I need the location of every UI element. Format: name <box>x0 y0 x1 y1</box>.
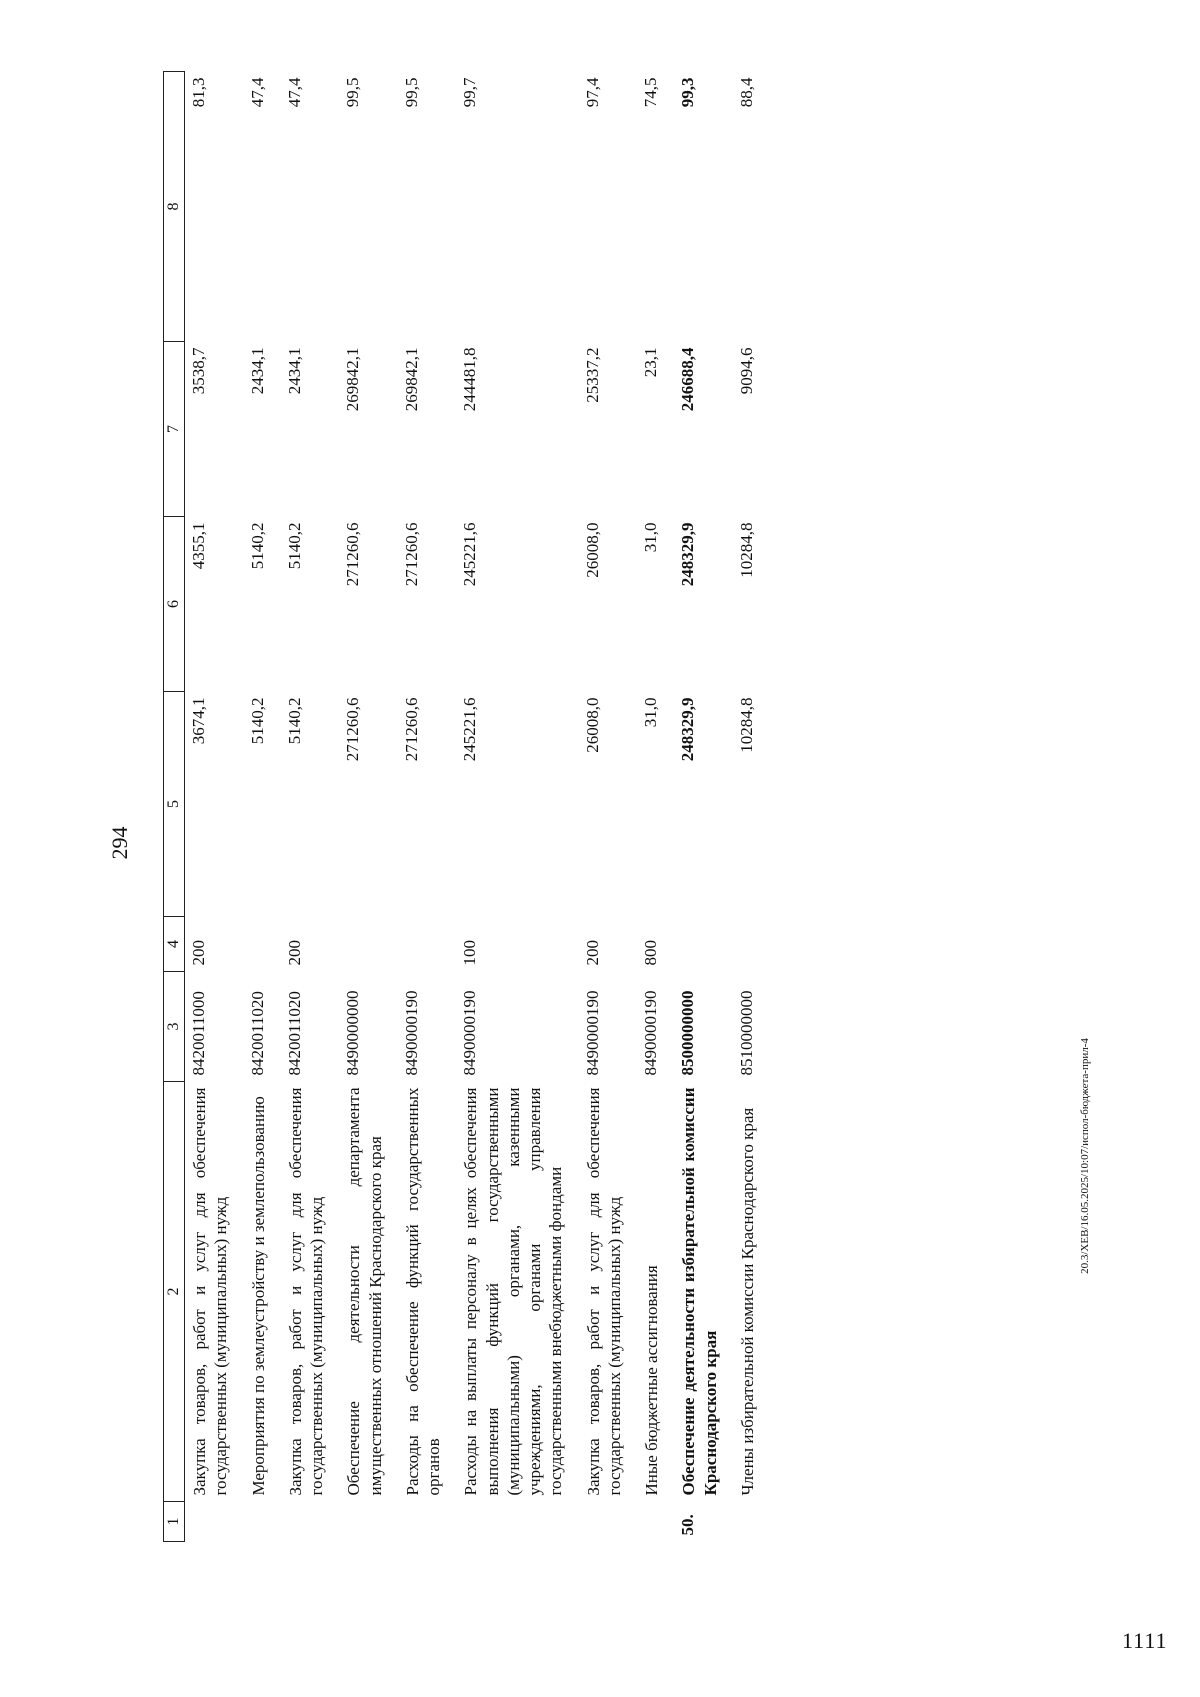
table-row <box>448 72 570 1542</box>
row-value-5: 3674,1 <box>189 697 208 745</box>
table-header-row <box>164 72 185 1542</box>
row-value-7: 3538,7 <box>189 347 208 395</box>
row-value-5: 245221,6 <box>460 697 480 762</box>
row-name: Члены избирательной комиссии Краснодарского края <box>737 1107 757 1496</box>
row-expense-type: 200 <box>582 940 602 966</box>
sheet-number: 1111 <box>1122 1628 1168 1653</box>
row-code: 8490000190 <box>401 990 421 1076</box>
row-code: 8490000190 <box>641 990 660 1076</box>
row-expense-type <box>331 917 390 972</box>
row-name: Расходы на выплаты персоналу в целях обеспечения выполнения функций государственными (муниципальными) органами, казенными учреждениями, органами управления государственными внебюджетными фондами <box>461 1087 566 1496</box>
row-value-5: 248329,9 <box>678 697 698 762</box>
row-value-5: 5140,2 <box>247 697 267 745</box>
row-code: 8420011000 <box>189 991 208 1076</box>
row-value-6: 31,0 <box>641 522 660 553</box>
table-row <box>666 72 725 1542</box>
row-name: Иные бюджетные ассигнования <box>642 1265 661 1496</box>
header-col-5: 5 <box>164 692 185 917</box>
row-number <box>448 1502 570 1542</box>
row-code: 8490000000 <box>343 990 363 1076</box>
row-value-6: 4355,1 <box>189 522 208 570</box>
header-col-7: 7 <box>164 342 185 517</box>
row-value-6: 245221,6 <box>460 522 480 587</box>
row-code: 8490000190 <box>460 990 480 1076</box>
row-expense-type <box>725 917 762 972</box>
row-number <box>331 1502 390 1542</box>
row-value-6: 26008,0 <box>582 522 602 578</box>
row-expense-type: 800 <box>641 940 660 966</box>
header-col-4: 4 <box>164 917 185 972</box>
table-row <box>629 72 666 1542</box>
header-col-8: 8 <box>164 72 185 342</box>
row-number <box>236 1502 273 1542</box>
row-value-6: 248329,9 <box>678 522 698 587</box>
table-row <box>331 72 390 1542</box>
row-name: Закупка товаров, работ и услуг для обеспечения государственных (муниципальных) нужд <box>190 1087 231 1496</box>
row-value-6: 10284,8 <box>736 522 756 578</box>
row-code: 8500000000 <box>678 990 698 1076</box>
row-name: Закупка товаров, работ и услуг для обеспечения государственных (муниципальных) нужд <box>583 1087 624 1496</box>
row-value-8: 99,5 <box>343 77 363 108</box>
table-row <box>185 72 236 1542</box>
row-expense-type <box>390 917 449 972</box>
row-code: 8510000000 <box>736 990 756 1076</box>
row-number <box>725 1502 762 1542</box>
row-value-5: 271260,6 <box>343 697 363 762</box>
row-value-7: 269842,1 <box>401 347 421 412</box>
header-col-3: 3 <box>164 972 185 1082</box>
row-value-8: 99,7 <box>460 77 480 108</box>
row-number <box>273 1502 332 1542</box>
row-number: 50. <box>678 1514 698 1536</box>
page-number: 294 <box>107 826 132 860</box>
row-code: 8420011020 <box>284 991 304 1076</box>
row-value-8: 99,5 <box>401 77 421 108</box>
row-value-5: 10284,8 <box>736 697 756 753</box>
row-value-5: 5140,2 <box>284 697 304 745</box>
row-code: 8420011020 <box>247 991 267 1076</box>
row-value-7: 2434,1 <box>247 347 267 395</box>
header-col-6: 6 <box>164 517 185 692</box>
row-value-5: 26008,0 <box>582 697 602 753</box>
row-expense-type: 200 <box>284 940 304 966</box>
table-row <box>725 72 762 1542</box>
table-body <box>185 72 763 1542</box>
table-row <box>273 72 332 1542</box>
row-value-8: 47,4 <box>247 77 267 108</box>
row-code: 8490000190 <box>582 990 602 1076</box>
row-value-8: 88,4 <box>736 77 756 108</box>
row-value-8: 81,3 <box>189 77 208 108</box>
table-row <box>236 72 273 1542</box>
header-col-1: 1 <box>164 1502 185 1542</box>
table-row <box>390 72 449 1542</box>
row-value-6: 5140,2 <box>284 522 304 570</box>
row-name: Обеспечение деятельности избирательной комиссии Краснодарского края <box>679 1087 720 1496</box>
row-number <box>390 1502 449 1542</box>
row-number <box>185 1502 236 1542</box>
row-name: Закупка товаров, работ и услуг для обеспечения государственных (муниципальных) нужд <box>285 1087 326 1496</box>
row-value-7: 246688,4 <box>678 347 698 412</box>
row-value-7: 2434,1 <box>284 347 304 395</box>
row-number <box>571 1502 630 1542</box>
row-value-6: 271260,6 <box>343 522 363 587</box>
budget-table-container <box>163 72 1073 1542</box>
row-name: Расходы на обеспечение функций государственных органов <box>402 1087 443 1496</box>
row-name: Мероприятия по землеустройству и землепользованию <box>248 1096 268 1496</box>
header-col-2: 2 <box>164 1082 185 1502</box>
row-value-8: 99,3 <box>678 77 698 108</box>
row-value-5: 31,0 <box>641 697 660 728</box>
row-expense-type <box>236 917 273 972</box>
budget-table <box>163 71 762 1542</box>
row-value-7: 244481,8 <box>460 347 480 412</box>
row-value-7: 25337,2 <box>582 347 602 403</box>
row-number <box>629 1502 666 1542</box>
document-footer-code: 20.3/XEB/16.05.2025/10:07/испол-бюджета-прил-4 <box>1079 1038 1091 1274</box>
table-row <box>571 72 630 1542</box>
row-value-8: 74,5 <box>641 77 660 108</box>
row-expense-type <box>666 917 725 972</box>
row-value-7: 23,1 <box>641 347 660 378</box>
row-name: Обеспечение деятельности департамента имущественных отношений Краснодарского края <box>344 1087 385 1496</box>
row-value-5: 271260,6 <box>401 697 421 762</box>
row-value-6: 5140,2 <box>247 522 267 570</box>
row-value-7: 269842,1 <box>343 347 363 412</box>
row-expense-type: 100 <box>460 940 480 966</box>
row-value-8: 97,4 <box>582 77 602 108</box>
row-value-6: 271260,6 <box>401 522 421 587</box>
row-expense-type: 200 <box>189 940 208 966</box>
row-value-8: 47,4 <box>284 77 304 108</box>
row-value-7: 9094,6 <box>736 347 756 395</box>
